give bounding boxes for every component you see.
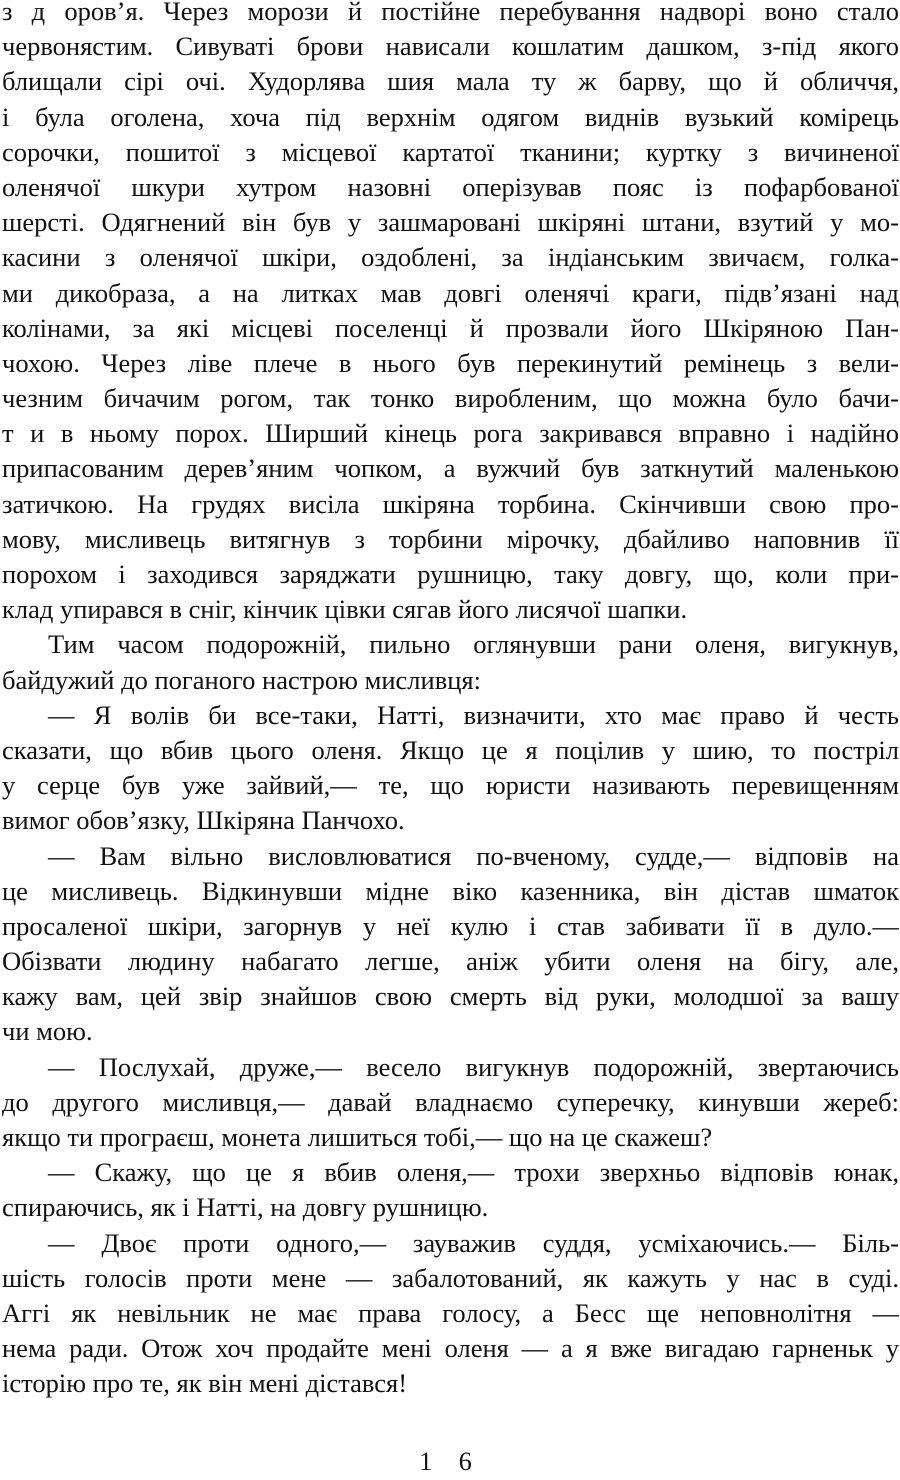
text-line: сорочки, пошитої з місцевої картатої тканини; куртку з вичиненої <box>2 136 899 167</box>
text-line: блищали сірі очі. Худорлява шия мала ту ж барву, що й обличчя, <box>2 66 899 97</box>
text-line: якщо ти програєш, монета лишиться тобі,— що на це скажеш? <box>2 1122 713 1152</box>
text-line: порохом і заходився заряджати рушницю, таку довгу, що, коли при- <box>2 559 899 589</box>
text-line: Аггі як невільник не має права голосу, а Бесс ще неповнолітня — <box>2 1297 899 1328</box>
text-line: нема ради. Отож хоч продайте мені оленя — а я вже вигадаю гарненьк у <box>2 1333 899 1364</box>
text-line: — Вам вільно висловлюватися по-вченому, судде,— відповів на <box>48 840 899 871</box>
text-line: просаленої шкіри, загорнув у неї кулю і став забивати її в дуло.— <box>2 910 899 941</box>
text-line: і була оголена, хоча під верхнім одягом виднів вузький комірець <box>2 101 899 132</box>
text-line: до другого мисливця,— давай владнаємо суперечку, кинувши жереб: <box>2 1086 899 1117</box>
body-text <box>2 0 899 1402</box>
text-line: колінами, за які місцеві поселенці й прозвали його Шкіряною Пан- <box>2 312 899 343</box>
text-line: історію про те, як він мені дістався! <box>2 1368 408 1399</box>
text-line: чохою. Через ліве плече в нього був перекинутий ремінець з вели- <box>2 347 899 378</box>
text-line: ми дикобраза, а на литках мав довгі оленячі краги, підв’язані над <box>2 277 899 308</box>
text-line: припасованим дерев’яним чопком, а вужчий був заткнутий маленькою <box>2 453 899 484</box>
text-line: шість голосів проти мене — забалотований, як кажуть у нас в суді. <box>2 1262 899 1293</box>
text-line: — Двоє проти одного,— зауважив суддя, усміхаючись.— Біль- <box>48 1227 899 1258</box>
text-line: з д оров’я. Через морози й постійне перебування надворі воно стало <box>2 0 899 26</box>
text-line: це мисливець. Відкинувши мідне віко казенника, він дістав шматок <box>2 875 899 906</box>
text-line: — Я волів би все-таки, Натті, визначити, хто має право й честь <box>48 699 899 730</box>
text-line: шерсті. Одягнений він був у зашмаровані шкіряні штани, взутий у мо- <box>2 207 899 238</box>
text-line: затичкою. На грудях висіла шкіряна торбина. Скінчивши свою про- <box>2 488 899 519</box>
text-line: сказати, що вбив цього оленя. Якщо це я поцілив у шию, то постріл <box>2 734 899 765</box>
text-line: Тим часом подорожній, пильно оглянувши рани оленя, вигукнув, <box>48 629 899 660</box>
text-line: оленячої шкури хутром назовні оперізував пояс із пофарбованої <box>2 171 899 202</box>
text-line: Обізвати людину набагато легше, аніж убити оленя на бігу, але, <box>2 946 899 977</box>
text-line: вимог обов’язку, Шкіряна Панчохо. <box>2 805 405 836</box>
text-line: — Послухай, друже,— весело вигукнув подорожній, звертаючись <box>48 1051 899 1082</box>
text-line: у серце був уже зайвий,— те, що юристи називають перевищенням <box>2 770 899 801</box>
text-line: червонястим. Сивуваті брови нависали кошлатим дашком, з-під якого <box>2 31 899 62</box>
text-line: клад упирався в сніг, кінчик цівки сягав його лисячої шапки. <box>2 594 688 625</box>
text-line: спираючись, як і Натті, на довгу рушницю. <box>2 1192 489 1223</box>
text-line: т и в ньому порох. Ширший кінець рога закривався вправно і надійно <box>2 418 899 449</box>
book-page <box>2 0 899 1474</box>
text-line: мову, мисливець витягнув з торбини мірочку, дбайливо наповнив її <box>2 523 899 554</box>
text-line: кажу вам, цей звір знайшов свою смерть від руки, молодшої за вашу <box>2 981 899 1012</box>
page-number: 1 6 <box>419 1447 482 1476</box>
text-line: — Скажу, що це я вбив оленя,— трохи зверхньо відповів юнак, <box>48 1157 899 1188</box>
text-line: чезним бичачим рогом, так тонко виробленим, що можна було бачи- <box>2 383 899 414</box>
text-line: байдужий до поганого настрою мисливця: <box>2 664 481 695</box>
text-line: чи мою. <box>2 1016 93 1047</box>
text-line: касини з оленячої шкіри, оздоблені, за індіанським звичаєм, голка- <box>2 242 899 273</box>
